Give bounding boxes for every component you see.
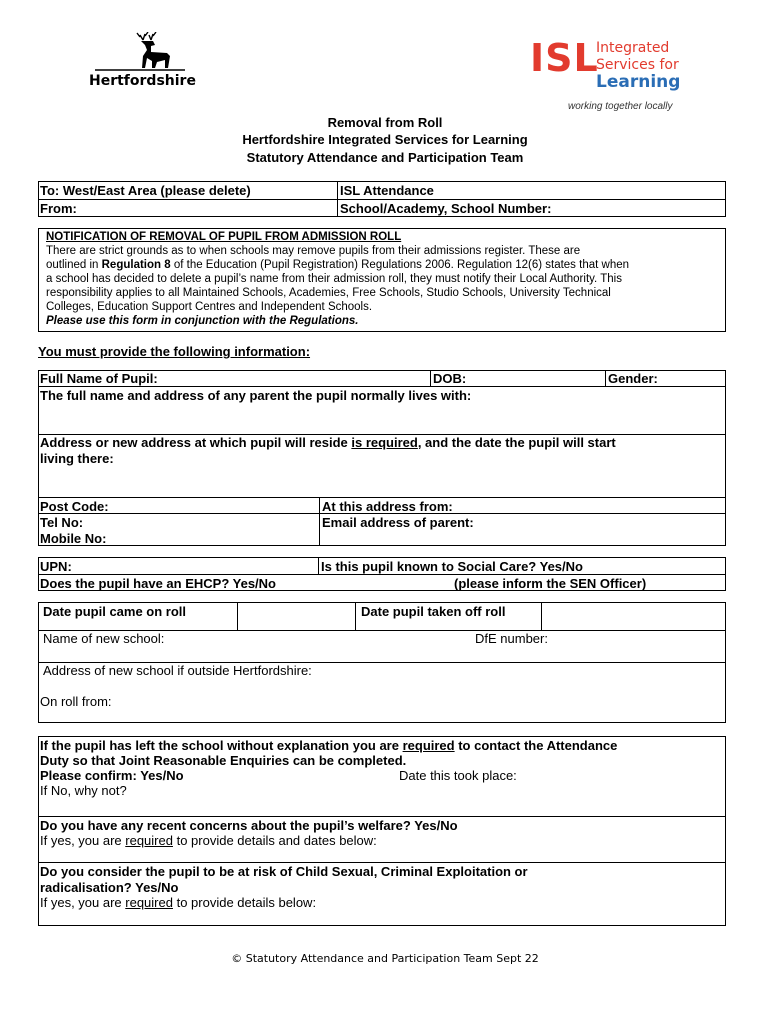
must-provide-heading: You must provide the following information: xyxy=(38,344,311,359)
footer-copyright: © Statutory Attendance and Participation Team Sept 22 xyxy=(231,952,539,965)
exploitation-question: Do you consider the pupil to be at risk of Child Sexual, Criminal Exploitation or xyxy=(40,864,528,879)
confirm-enquiries-field[interactable]: Please confirm: Yes/No xyxy=(40,768,184,783)
welfare-text: to provide details and dates below: xyxy=(172,833,377,848)
address-label: , and the date the pupil will start xyxy=(417,435,616,450)
exploitation-text: If yes, you are xyxy=(40,895,126,910)
notice-line xyxy=(46,258,629,272)
sen-officer-note: (please inform the SEN Officer) xyxy=(454,576,647,591)
full-name-field[interactable]: Full Name of Pupil: xyxy=(40,371,158,386)
isl-attendance-label: ISL Attendance xyxy=(340,183,434,198)
date-off-roll-label: Date pupil taken off roll xyxy=(361,604,506,619)
notice-line: There are strict grounds as to when schools may remove pupils from their admissions register. These are xyxy=(46,245,581,257)
social-care-field[interactable]: Is this pupil known to Social Care? Yes/No xyxy=(321,559,583,574)
hertfordshire-logo-text: Hertfordshire xyxy=(89,73,196,89)
required-word: required xyxy=(402,738,455,753)
notice-line: a school has decided to delete a pupil’s name from their admission roll, they must notify their Local Authority. This xyxy=(46,273,622,285)
ehcp-field[interactable]: Does the pupil have an EHCP? Yes/No xyxy=(40,576,276,591)
isl-logo-tagline: working together locally xyxy=(568,101,673,112)
regulation-8: Regulation 8 xyxy=(101,259,171,271)
date-took-place-field[interactable]: Date this took place: xyxy=(399,768,517,783)
from-field[interactable]: From: xyxy=(40,201,77,216)
missing-pupil-line2: Duty so that Joint Reasonable Enquiries can be completed. xyxy=(40,753,407,768)
missing-text: If the pupil has left the school without explanation you are xyxy=(40,738,403,753)
welfare-text: If yes, you are xyxy=(40,833,126,848)
exploitation-text: to provide details below: xyxy=(172,895,317,910)
notice-line: Colleges, Education Support Centres and Independent Schools. xyxy=(46,301,373,313)
notice-line: responsibility applies to all Maintained Schools, Academies, Free Schools, Studio Schools, University Technical xyxy=(46,287,611,299)
new-school-field[interactable]: Name of new school: xyxy=(43,631,165,646)
isl-logo-line3: Learning xyxy=(596,72,681,92)
isl-logo-line1: Integrated xyxy=(596,40,670,56)
page-subtitle: Hertfordshire Integrated Services for Learning xyxy=(242,132,528,147)
school-number-field[interactable]: School/Academy, School Number: xyxy=(340,201,552,216)
date-on-roll-label: Date pupil came on roll xyxy=(43,604,187,619)
dfe-number-field[interactable]: DfE number: xyxy=(475,631,548,646)
on-roll-from-field[interactable]: On roll from: xyxy=(40,694,112,709)
welfare-details-field[interactable] xyxy=(40,833,377,848)
is-required: is required xyxy=(351,435,418,450)
dob-field[interactable]: DOB: xyxy=(433,371,467,386)
postcode-field[interactable]: Post Code: xyxy=(40,499,109,514)
new-address-line2: living there: xyxy=(40,451,114,466)
exploitation-yes-no[interactable]: radicalisation? Yes/No xyxy=(40,880,179,895)
mobile-field[interactable]: Mobile No: xyxy=(40,531,107,546)
address-label: Address or new address at which pupil will reside xyxy=(40,435,352,450)
parent-email-field[interactable]: Email address of parent: xyxy=(322,515,474,530)
isl-logo xyxy=(530,36,700,116)
upn-field[interactable]: UPN: xyxy=(40,559,72,574)
tel-field[interactable]: Tel No: xyxy=(40,515,84,530)
date-off-roll-input[interactable] xyxy=(542,603,725,629)
isl-logo-letters: ISL xyxy=(530,36,599,80)
page-title: Removal from Roll xyxy=(327,115,443,130)
isl-logo-line2: Services for xyxy=(596,57,679,73)
notice-text: of the Education (Pupil Registration) Regulations 2006. Regulation 12(6) states that when xyxy=(170,259,630,271)
hertfordshire-logo xyxy=(85,32,195,92)
notice-text: outlined in xyxy=(46,259,102,271)
stag-icon xyxy=(85,32,195,74)
missing-text: to contact the Attendance xyxy=(454,738,618,753)
notice-instruction: Please use this form in conjunction with the Regulations. xyxy=(46,315,359,327)
date-on-roll-input[interactable] xyxy=(238,603,354,629)
notice-heading: NOTIFICATION OF REMOVAL OF PUPIL FROM ADMISSION ROLL xyxy=(46,231,402,243)
page-team: Statutory Attendance and Participation Team xyxy=(246,150,524,165)
new-address-field[interactable] xyxy=(40,435,616,450)
to-area-field[interactable]: To: West/East Area (please delete) xyxy=(40,183,251,198)
exploitation-details-field[interactable] xyxy=(40,895,316,910)
required-word: required xyxy=(125,895,173,910)
new-school-address-field[interactable]: Address of new school if outside Hertfordshire: xyxy=(43,663,312,678)
welfare-question[interactable]: Do you have any recent concerns about the pupil’s welfare? Yes/No xyxy=(40,818,458,833)
why-not-field[interactable]: If No, why not? xyxy=(40,783,127,798)
parent-details-field[interactable]: The full name and address of any parent the pupil normally lives with: xyxy=(40,388,472,403)
missing-pupil-line1 xyxy=(40,738,617,753)
required-word: required xyxy=(125,833,173,848)
at-address-from-field[interactable]: At this address from: xyxy=(322,499,453,514)
gender-field[interactable]: Gender: xyxy=(608,371,658,386)
